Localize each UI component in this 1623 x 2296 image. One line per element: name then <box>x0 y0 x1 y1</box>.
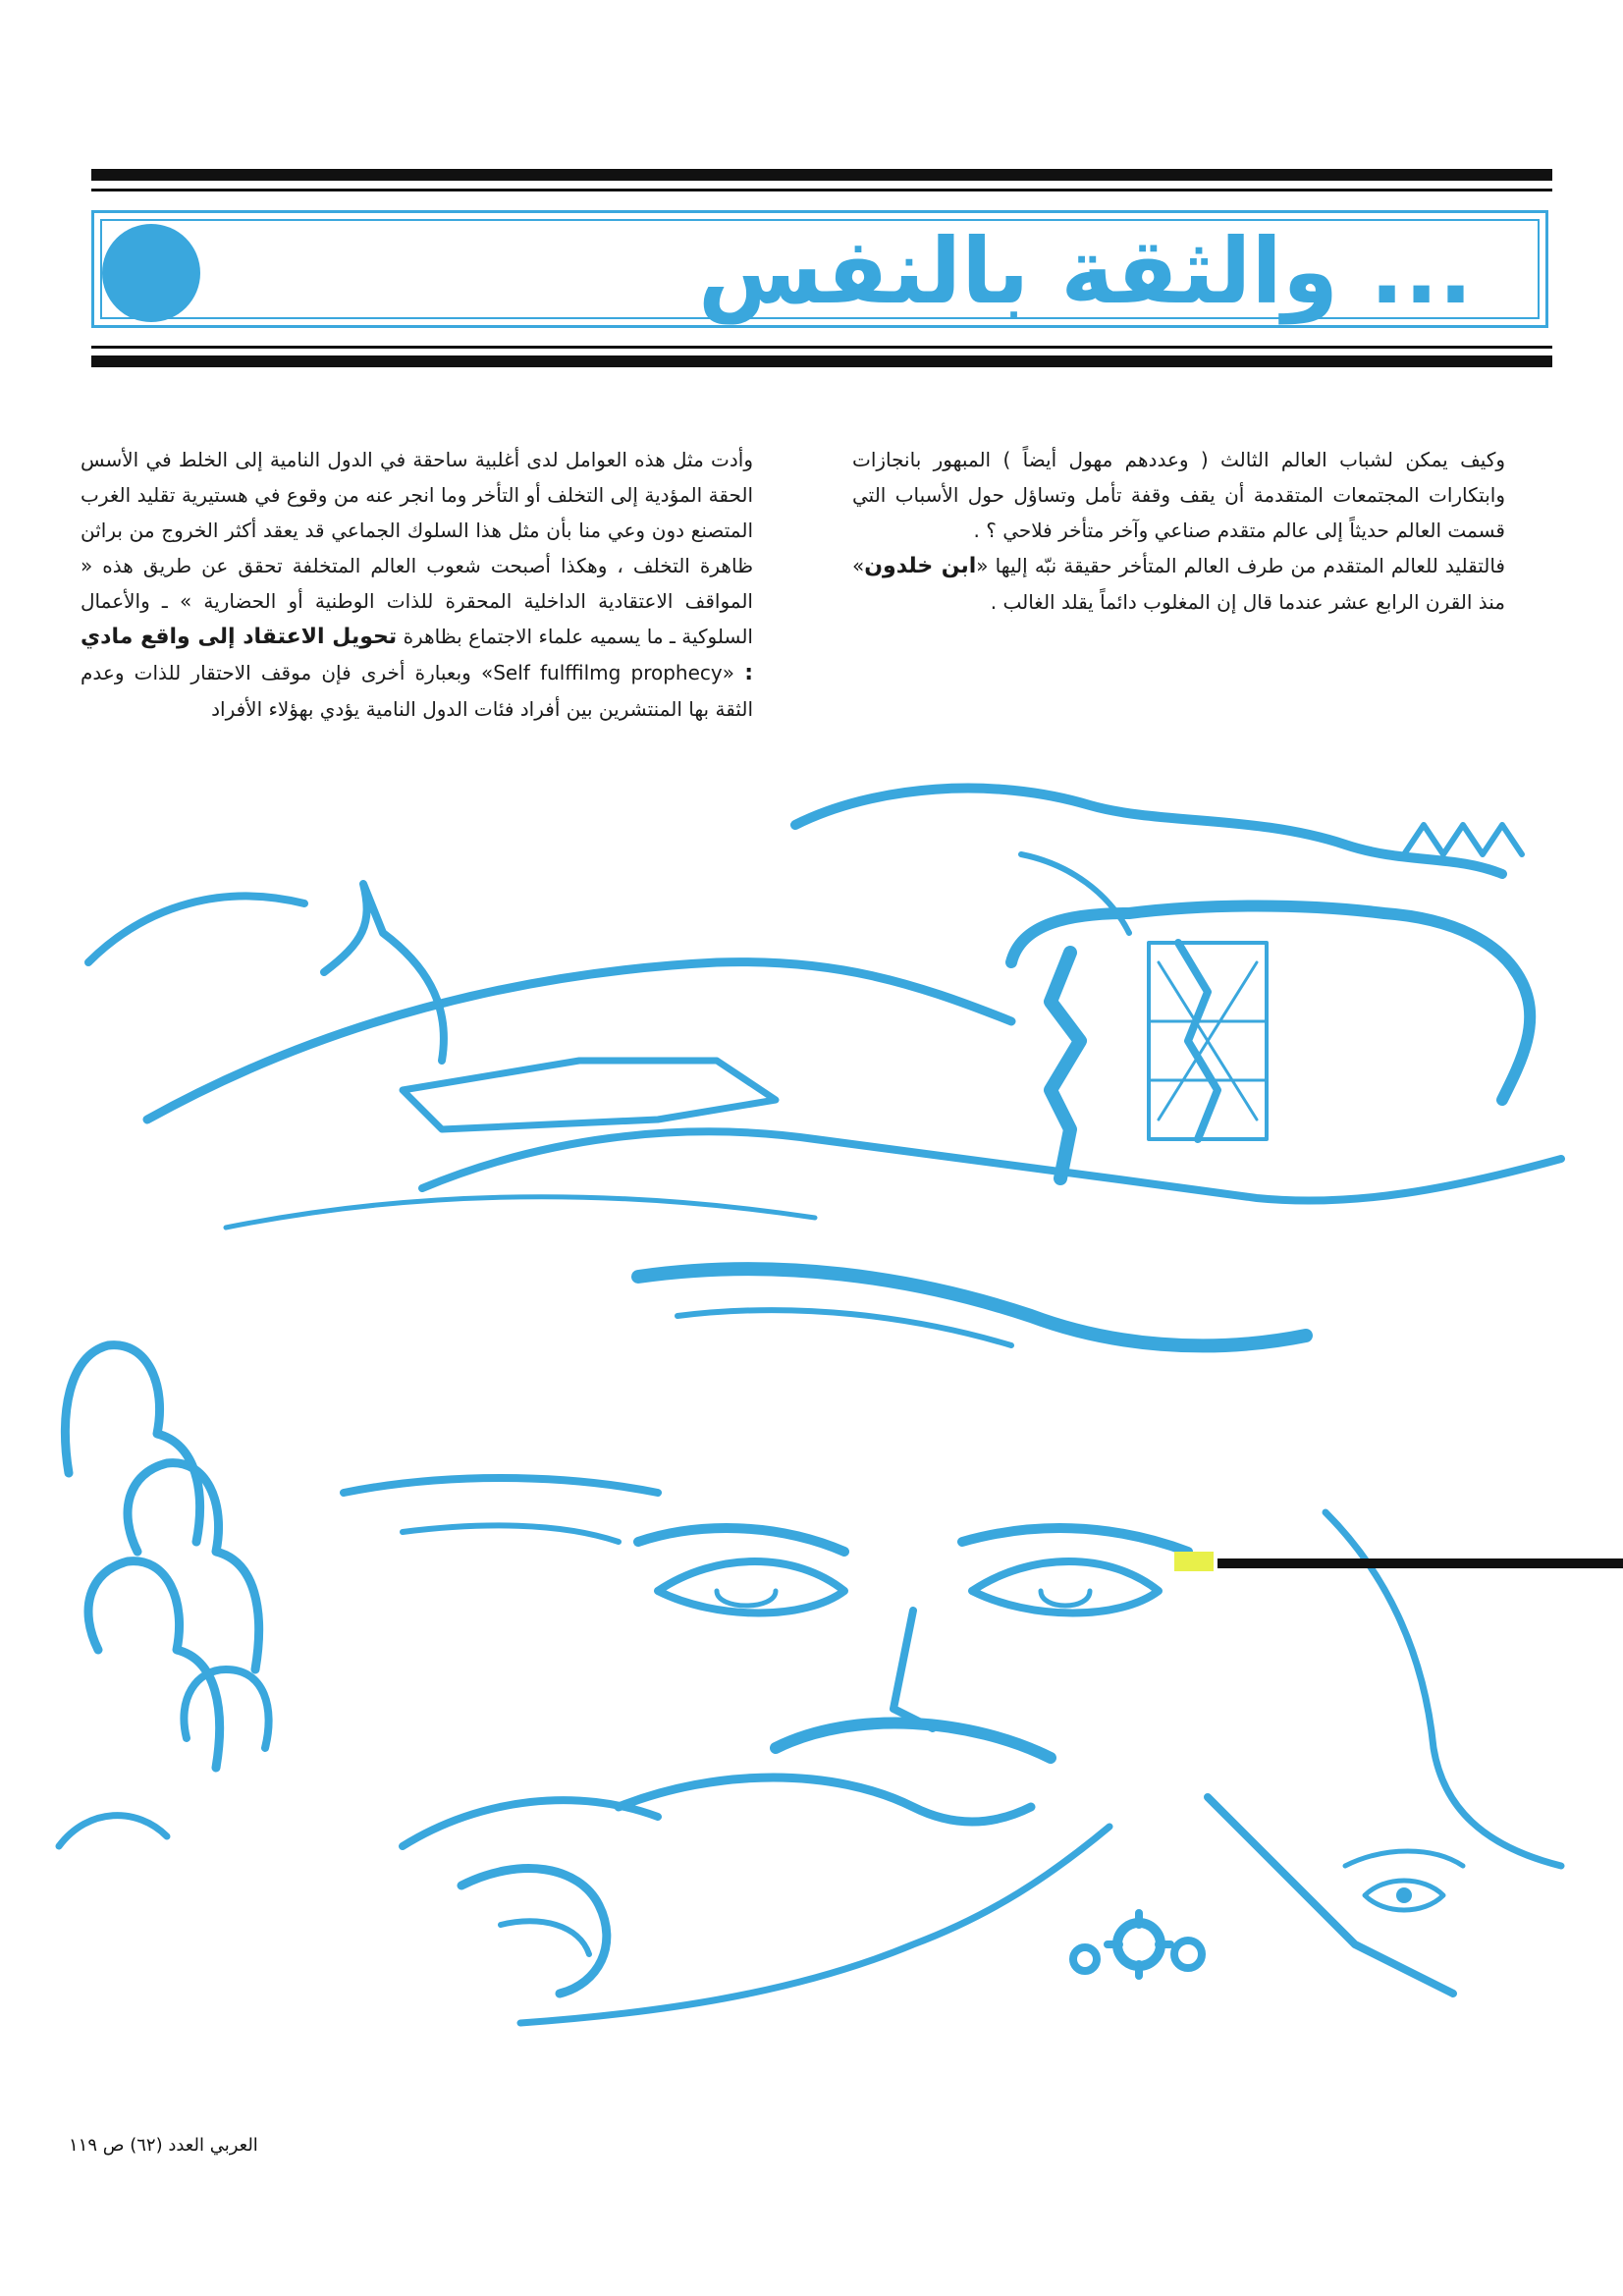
paragraph-2-start: فالتقليد للعالم المتقدم من طرف العالم المتأخر حقيقة نبّه إليها « <box>976 554 1505 577</box>
paragraph-2 <box>852 548 1505 620</box>
paragraph-3 <box>81 442 753 727</box>
ibn-khaldun-name: ابن خلدون <box>864 554 977 578</box>
emphasis-belief-to-reality: تحويل الاعتقاد إلى واقع مادي : <box>81 625 753 685</box>
scan-artifact-yellow <box>1174 1552 1214 1571</box>
header-rule-bottom-thin <box>91 346 1552 349</box>
header-rule-bottom <box>91 355 1552 367</box>
scan-artifact-bar <box>1217 1558 1623 1568</box>
title-circle-ornament <box>102 224 200 322</box>
paragraph-3-start: وأدت مثل هذه العوامل لدى أغلبية ساحقة في الدول النامية إلى الخلط في الأسس الحقة المؤدية إلى التخلف أو التأخر وما انجر عنه من وقوع في هستيرية تقليد الغرب المتصنع دون وعي منا بأن مثل هذا السلوك الجماعي قد يعقد أكثر الخروج من براثن ظاهرة التخلف ، وهكذا أصبحت شعوب العالم المتخلفة تحقق عن طريق هذه « المواقف الاعتقادية الداخلية المحقرة للذات الوطنية أو الحضارية » ـ والأعمال السلوكية ـ ما يسميه علماء الاجتماع بظاهرة <box>81 448 753 648</box>
paragraph-1: وكيف يمكن لشباب العالم الثالث ( وعددهم مهول أيضاً ) المبهور بانجازات وابتكارات المجتمعات المتقدمة أن يقف وقفة تأمل وتساؤل حول الأسباب التي قسمت العالم حديثاً إلى عالم متقدم صناعي وآخر متأخر فلاحي ؟ . <box>852 448 1505 542</box>
page-footer: العربي العدد (٦٢) ص ١١٩ <box>69 2135 258 2156</box>
english-term: Self fulffilmg prophecy <box>493 661 723 684</box>
header-rule-top-thin <box>91 189 1552 191</box>
blue-line-illustration <box>29 766 1623 2190</box>
text-column-left <box>81 442 753 727</box>
paragraph-2-end: » منذ القرن الرابع عشر عندما قال إن المغلوب دائماً يقلد الغالب . <box>852 554 1505 614</box>
header-rule-top <box>91 169 1552 181</box>
paragraph-3-end: » وبعبارة أخرى فإن موقف الاحتقار للذات وعدم الثقة بها المنتشرين بين أفراد فئات الدول النامية يؤدي بهؤلاء الأفراد <box>81 661 753 721</box>
article-title: ... والثقة بالنفس <box>697 219 1473 324</box>
quote-open: « <box>722 661 734 684</box>
text-column-right <box>852 442 1505 620</box>
